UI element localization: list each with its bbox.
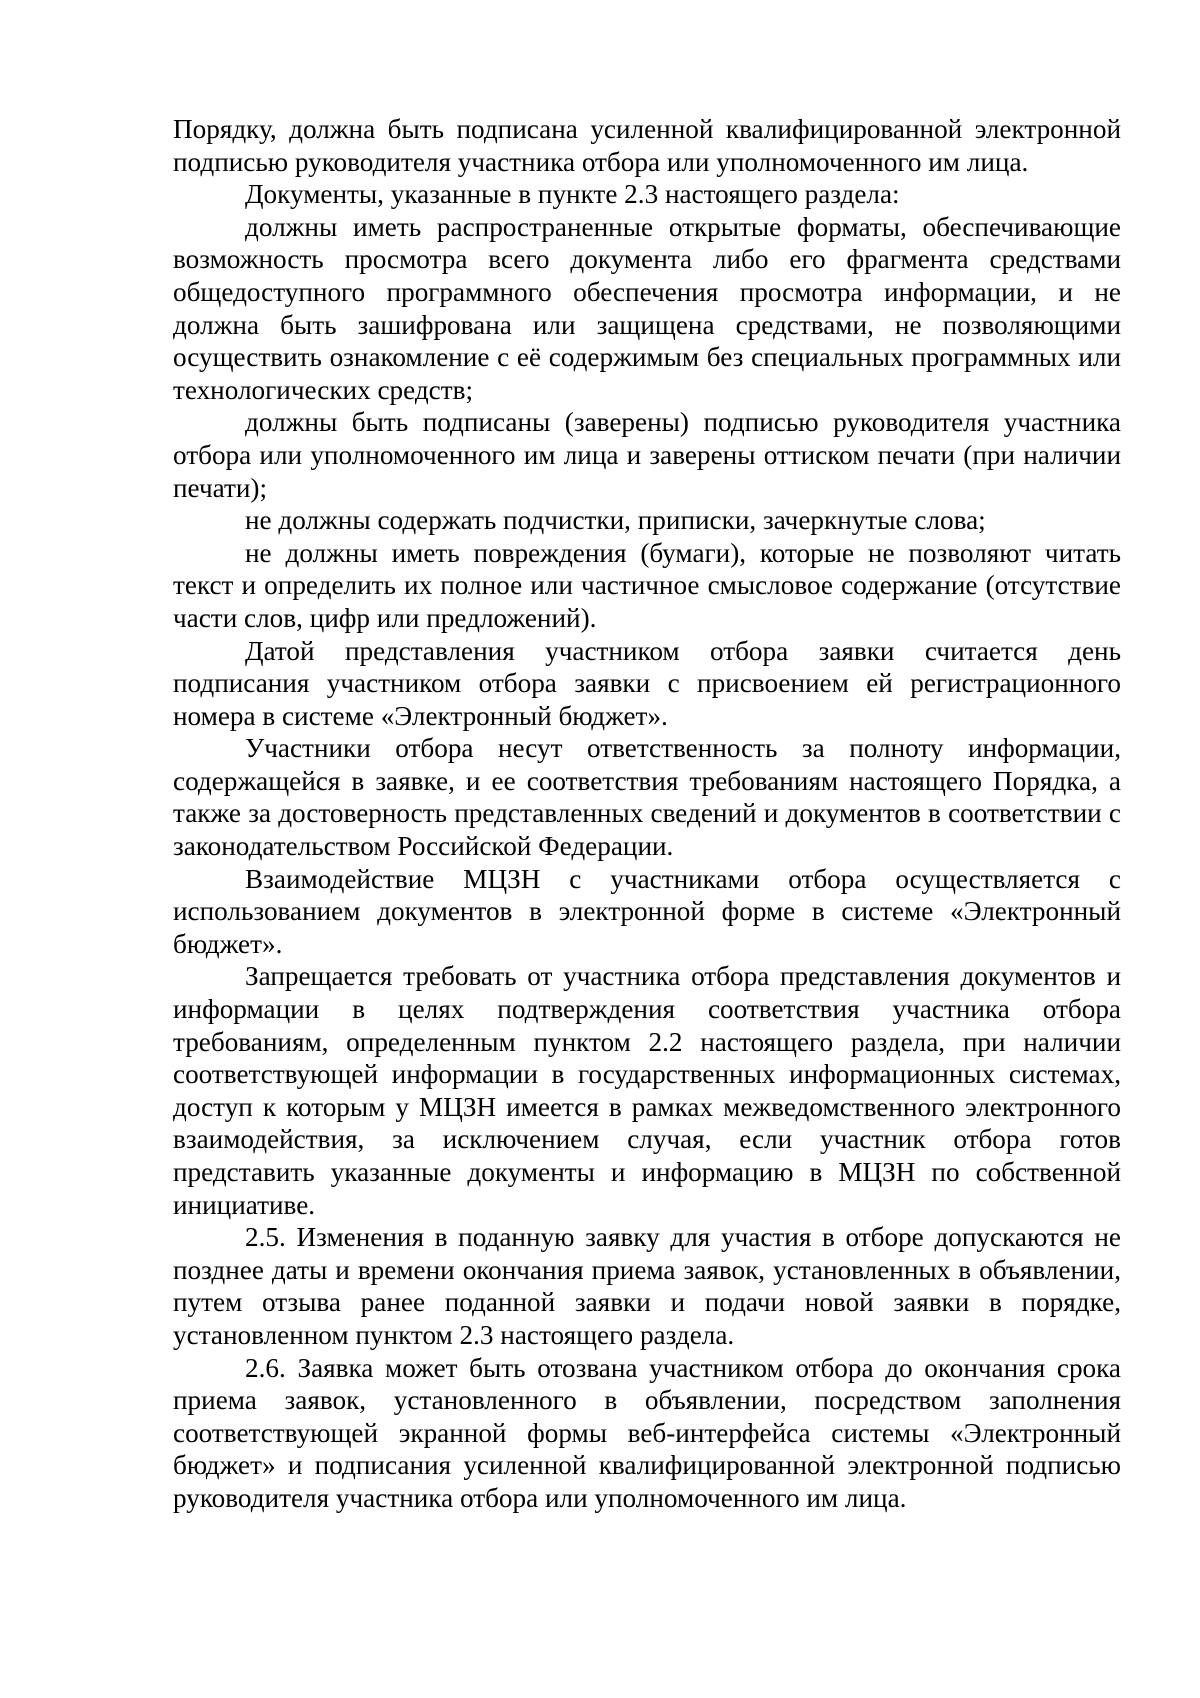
paragraph-documents-intro: Документы, указанные в пункте 2.3 настоящего раздела: bbox=[245, 179, 900, 210]
paragraph-formats-requirement: должны иметь распространенные открытые форматы, обеспечивающие возможность просмотра всего документа либо его фрагмента средствами общедоступного программного обеспечения просмотра информации, и не должна быть зашифрована или защищена средствами, не позволяющими осуществить ознакомление с её содержимым без специальных программных или технологических средств; bbox=[173, 211, 1121, 405]
paragraph-no-corrections: не должны содержать подчистки, приписки, зачеркнутые слова; bbox=[245, 505, 986, 536]
paragraph-prohibition: Запрещается требовать от участника отбора представления документов и информации в целях подтверждения соответствия участника отбора требованиям, определенным пунктом 2.2 настоящего раздела, при наличии соответствующей информации в государственных информационных системах, доступ к которым у МЦЗН имеется в рамках межведомственного электронного взаимодействия, за исключением случая, если участник отбора готов представить указанные документы и информацию в МЦЗН по собственной инициативе. bbox=[173, 961, 1121, 1220]
paragraph-submission-date: Датой представления участником отбора заявки считается день подписания участником отбора заявки с присвоением ей регистрационного номера в системе «Электронный бюджет». bbox=[173, 635, 1121, 731]
document-body bbox=[173, 113, 1121, 1515]
paragraph-continuation: Порядку, должна быть подписана усиленной квалифицированной электронной подписью руководителя участника отбора или уполномоченного им лица. bbox=[173, 114, 1121, 177]
paragraph-signature-requirement: должны быть подписаны (заверены) подписью руководителя участника отбора или уполномоченного им лица и заверены оттиском печати (при наличии печати); bbox=[173, 407, 1121, 503]
paragraph-no-damage: не должны иметь повреждения (бумаги), которые не позволяют читать текст и определить их полное или частичное смысловое содержание (отсутствие части слов, цифр или предложений). bbox=[173, 537, 1121, 633]
paragraph-interaction: Взаимодействие МЦЗН с участниками отбора осуществляется с использованием документов в электронной форме в системе «Электронный бюджет». bbox=[173, 863, 1121, 959]
paragraph-responsibility: Участники отбора несут ответственность за полноту информации, содержащейся в заявке, и ее соответствия требованиям настоящего Порядка, а также за достоверность представленных сведений и документов в соответствии с законодательством Российской Федерации. bbox=[173, 733, 1121, 862]
paragraph-section-2-6: 2.6. Заявка может быть отозвана участником отбора до окончания срока приема заявок, установленного в объявлении, посредством заполнения соответствующей экранной формы веб-интерфейса системы «Электронный бюджет» и подписания усиленной квалифицированной электронной подписью руководителя участника отбора или уполномоченного им лица. bbox=[173, 1352, 1121, 1513]
paragraph-section-2-5: 2.5. Изменения в поданную заявку для участия в отборе допускаются не позднее даты и времени окончания приема заявок, установленных в объявлении, путем отзыва ранее поданной заявки и подачи новой заявки в порядке, установленном пунктом 2.3 настоящего раздела. bbox=[173, 1222, 1121, 1350]
